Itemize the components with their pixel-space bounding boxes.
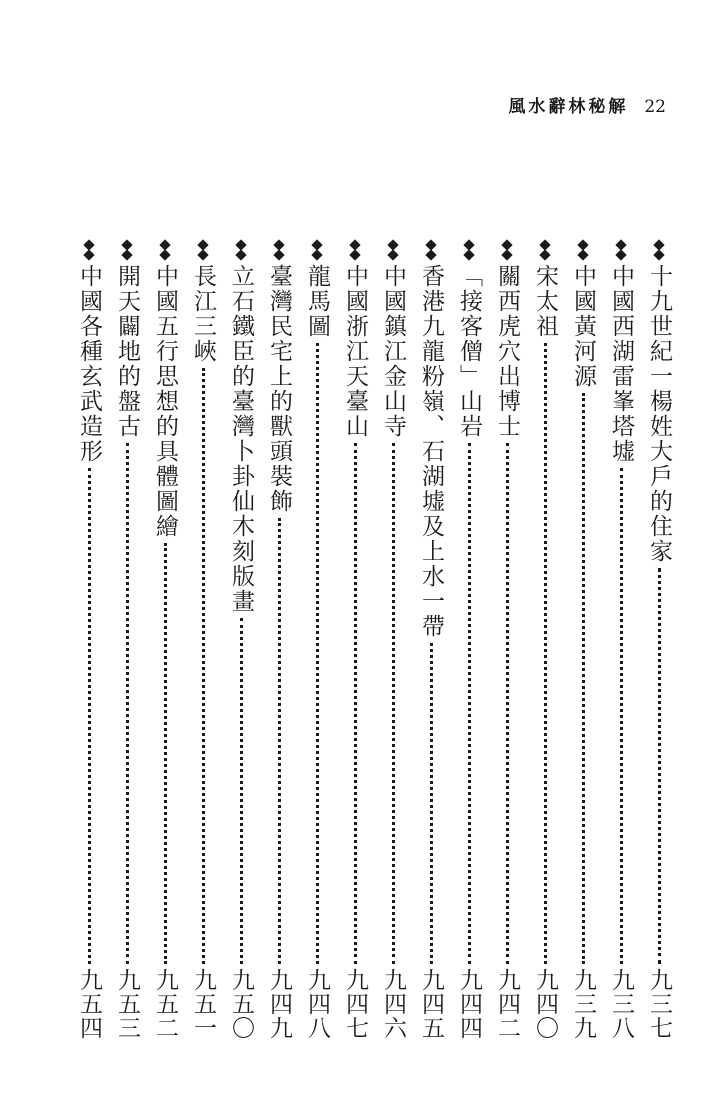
toc-entry — [640, 240, 678, 1040]
toc-title: 十九世紀一楊姓大戶的住家 — [646, 264, 672, 564]
dot-leader — [506, 443, 509, 964]
table-of-contents — [70, 240, 678, 1040]
toc-entry — [260, 240, 298, 1040]
dot-leader — [240, 618, 243, 964]
dot-leader — [316, 343, 319, 964]
toc-title: 立石鐵臣的臺灣卜卦仙木刻版畫 — [228, 264, 254, 614]
diamond-bullet-icon — [310, 240, 324, 260]
toc-entry — [70, 240, 108, 1040]
dot-leader — [658, 568, 661, 964]
toc-page: 九四九 — [266, 968, 292, 1040]
toc-entry — [108, 240, 146, 1040]
toc-page: 九四八 — [304, 968, 330, 1040]
toc-title: 宋太祖 — [532, 264, 558, 339]
toc-entry — [184, 240, 222, 1040]
toc-title: 「接客僧」山岩 — [456, 264, 482, 439]
toc-entry — [412, 240, 450, 1040]
diamond-bullet-icon — [500, 240, 514, 260]
toc-page: 九四二 — [494, 968, 520, 1040]
toc-title: 關西虎穴出博士 — [494, 264, 520, 439]
toc-page: 九五三 — [114, 968, 140, 1040]
diamond-bullet-icon — [348, 240, 362, 260]
toc-title: 中國鎮江金山寺 — [380, 264, 406, 439]
diamond-bullet-icon — [538, 240, 552, 260]
diamond-bullet-icon — [386, 240, 400, 260]
toc-title: 中國浙江天臺山 — [342, 264, 368, 439]
dot-leader — [544, 343, 547, 964]
dot-leader — [164, 543, 167, 964]
diamond-bullet-icon — [158, 240, 172, 260]
toc-page: 九四四 — [456, 968, 482, 1040]
toc-page: 九三七 — [646, 968, 672, 1040]
dot-leader — [278, 518, 281, 964]
dot-leader — [620, 468, 623, 964]
toc-title: 中國五行思想的具體圖繪 — [152, 264, 178, 539]
book-title: 風水辭林秘解 — [508, 97, 629, 117]
diamond-bullet-icon — [234, 240, 248, 260]
toc-page: 九五一 — [190, 968, 216, 1040]
toc-page: 九四七 — [342, 968, 368, 1040]
toc-title: 香港九龍粉嶺、石湖墟及上水一帶 — [418, 264, 444, 639]
dot-leader — [202, 368, 205, 964]
toc-entry — [450, 240, 488, 1040]
toc-entry — [602, 240, 640, 1040]
dot-leader — [430, 643, 433, 964]
toc-entry — [336, 240, 374, 1040]
toc-title: 中國西湖雷峯塔墟 — [608, 264, 634, 464]
dot-leader — [88, 468, 91, 964]
diamond-bullet-icon — [120, 240, 134, 260]
toc-title: 臺灣民宅上的獸頭裝飾 — [266, 264, 292, 514]
dot-leader — [582, 393, 585, 964]
toc-title: 龍馬圖 — [304, 264, 330, 339]
toc-entry — [222, 240, 260, 1040]
toc-title: 中國黃河源 — [570, 264, 596, 389]
running-header — [508, 92, 666, 117]
dot-leader — [392, 443, 395, 964]
toc-page: 九三九 — [570, 968, 596, 1040]
diamond-bullet-icon — [652, 240, 666, 260]
toc-page: 九五四 — [76, 968, 102, 1040]
diamond-bullet-icon — [196, 240, 210, 260]
toc-page: 九三八 — [608, 968, 634, 1040]
toc-entry — [146, 240, 184, 1040]
toc-entry — [298, 240, 336, 1040]
diamond-bullet-icon — [614, 240, 628, 260]
diamond-bullet-icon — [424, 240, 438, 260]
toc-page: 九四五 — [418, 968, 444, 1040]
page-number: 22 — [644, 97, 666, 117]
toc-title: 中國各種玄武造形 — [76, 264, 102, 464]
toc-page: 九四〇 — [532, 968, 558, 1040]
toc-entry — [526, 240, 564, 1040]
toc-page: 九五二 — [152, 968, 178, 1040]
diamond-bullet-icon — [82, 240, 96, 260]
dot-leader — [354, 443, 357, 964]
dot-leader — [468, 443, 471, 964]
toc-entry — [564, 240, 602, 1040]
diamond-bullet-icon — [462, 240, 476, 260]
diamond-bullet-icon — [272, 240, 286, 260]
dot-leader — [126, 443, 129, 964]
toc-entry — [488, 240, 526, 1040]
toc-title: 開天闢地的盤古 — [114, 264, 140, 439]
toc-page: 九五〇 — [228, 968, 254, 1040]
toc-title: 長江三峽 — [190, 264, 216, 364]
toc-page: 九四六 — [380, 968, 406, 1040]
diamond-bullet-icon — [576, 240, 590, 260]
toc-entry — [374, 240, 412, 1040]
